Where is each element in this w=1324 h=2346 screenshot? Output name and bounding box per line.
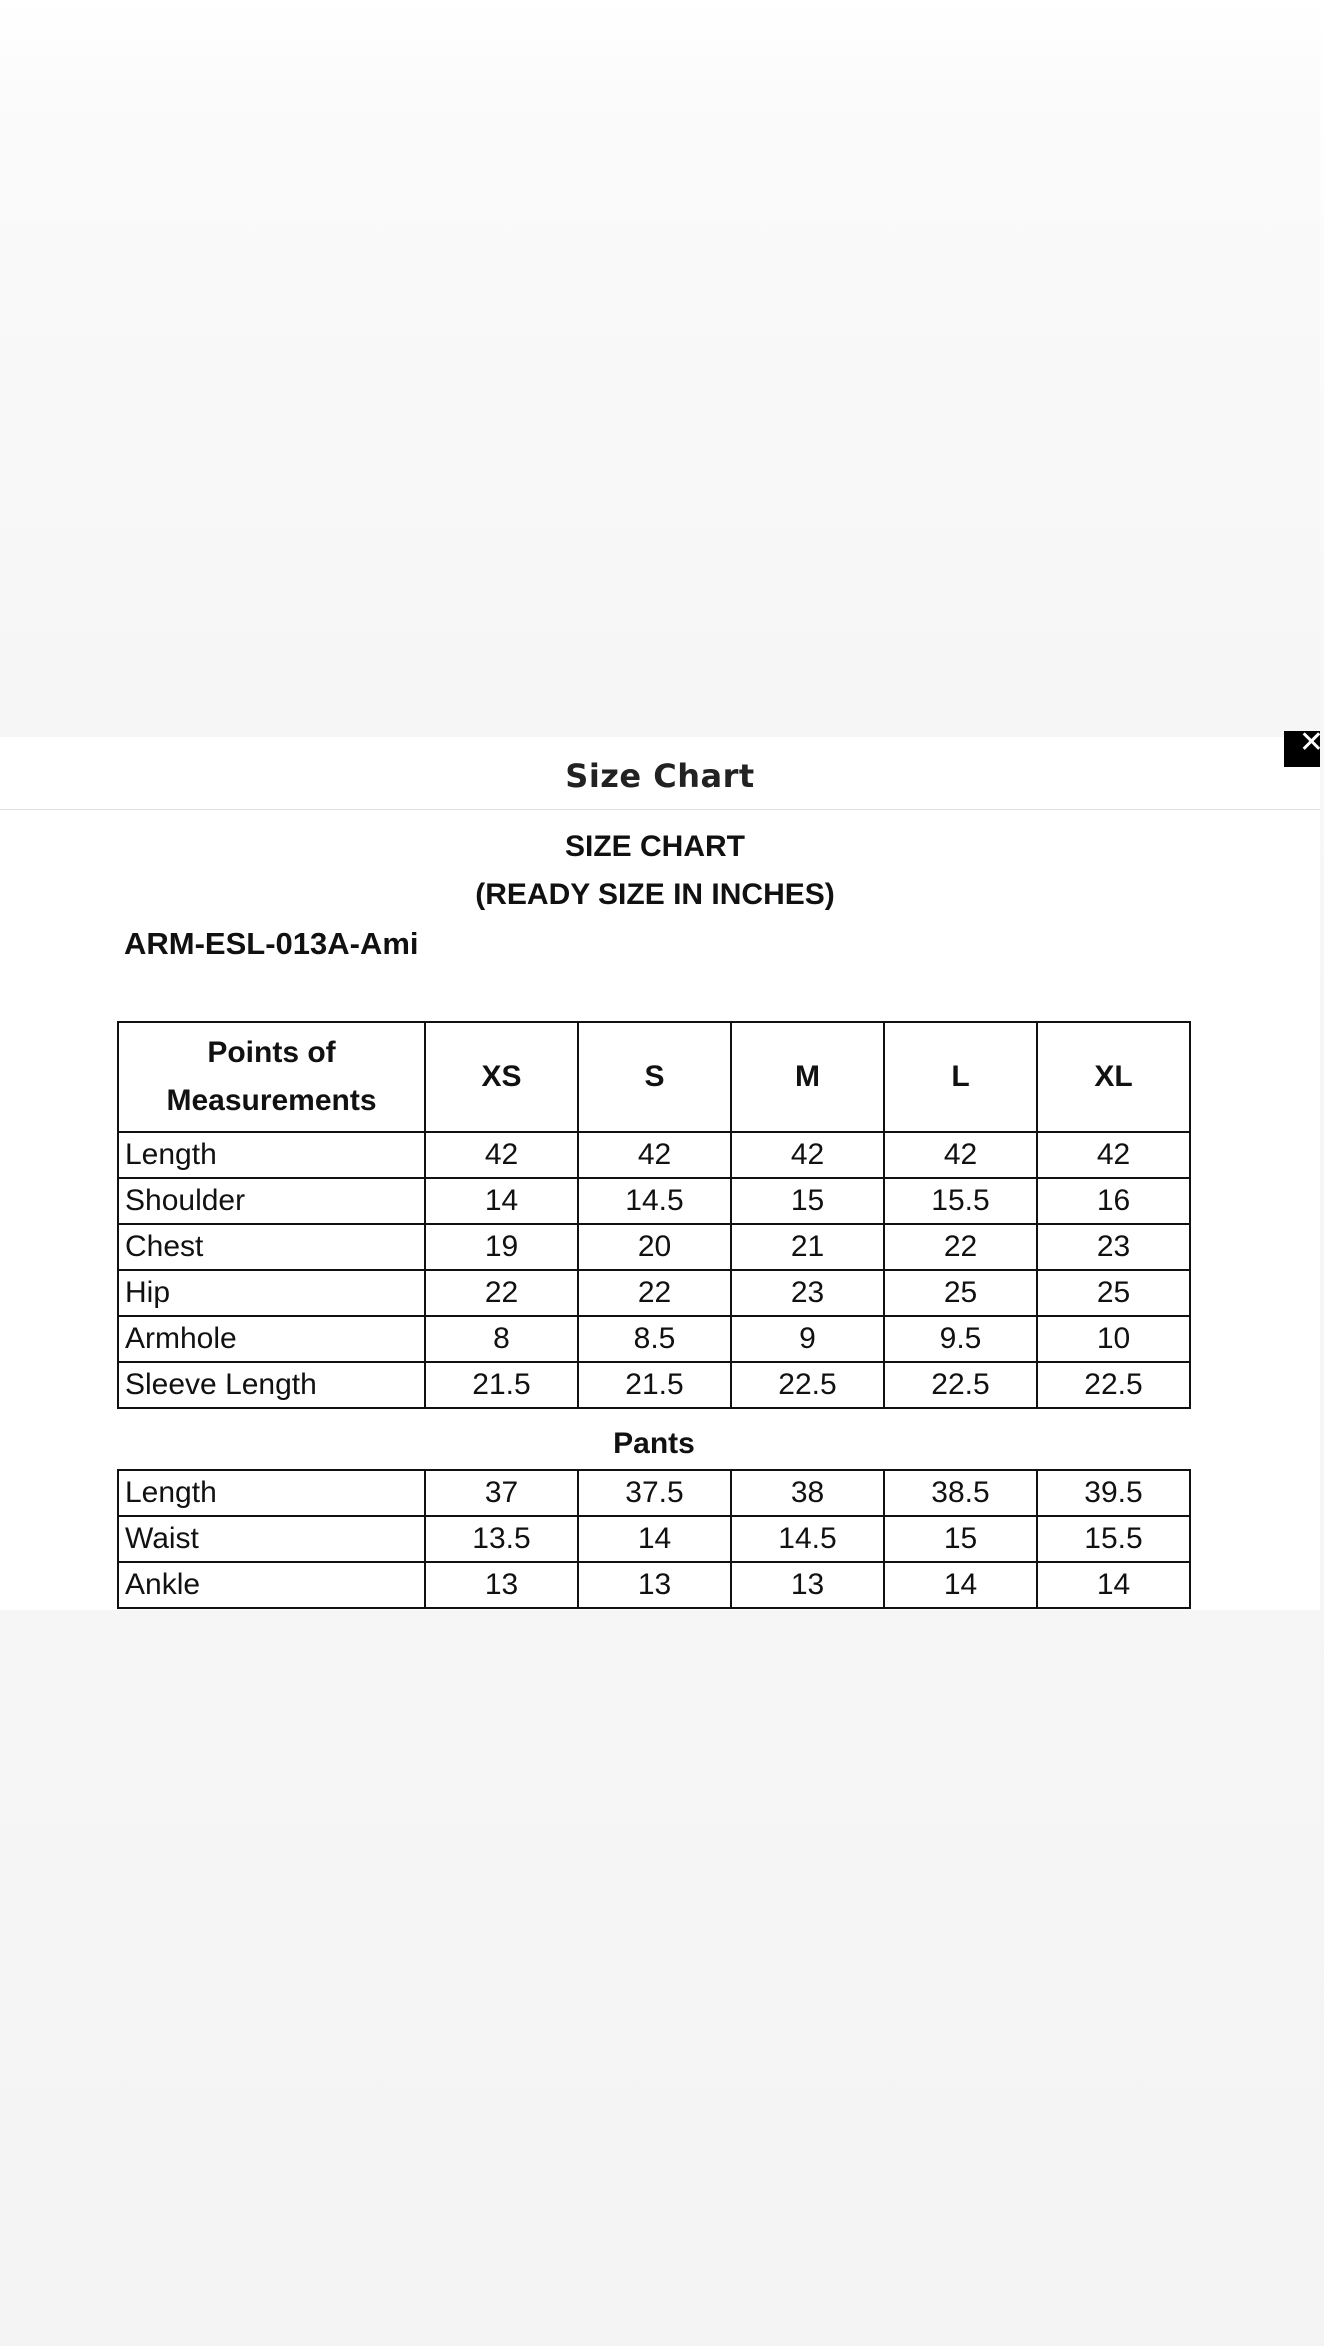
chart-heading: SIZE CHART <box>565 830 745 863</box>
measurement-value: 15.5 <box>1037 1516 1190 1562</box>
measurement-value: 21.5 <box>425 1362 578 1408</box>
measurement-value: 23 <box>1037 1224 1190 1270</box>
measurement-value: 13 <box>578 1562 731 1608</box>
table-row <box>118 1562 1190 1608</box>
measurement-value: 15 <box>731 1178 884 1224</box>
measurement-value: 37.5 <box>578 1470 731 1516</box>
points-of-measurements-header: Points of Measurements <box>118 1022 425 1132</box>
measurement-value: 42 <box>425 1132 578 1178</box>
measurement-value: 22 <box>425 1270 578 1316</box>
measurement-value: 14.5 <box>578 1178 731 1224</box>
measurement-value: 22.5 <box>884 1362 1037 1408</box>
measurement-label: Shoulder <box>118 1178 425 1224</box>
pants-section-label: Pants <box>613 1427 695 1460</box>
measurements-table <box>117 1021 1191 1409</box>
modal-header <box>0 725 1324 810</box>
table-header-row <box>118 1022 1190 1132</box>
page-backdrop-bottom <box>0 1610 1320 2346</box>
measurement-value: 37 <box>425 1470 578 1516</box>
measurement-value: 14 <box>425 1178 578 1224</box>
measurement-value: 9.5 <box>884 1316 1037 1362</box>
measurement-label: Waist <box>118 1516 425 1562</box>
size-header-xs: XS <box>425 1022 578 1132</box>
measurement-value: 20 <box>578 1224 731 1270</box>
measurement-value: 16 <box>1037 1178 1190 1224</box>
measurement-value: 19 <box>425 1224 578 1270</box>
measurement-value: 13.5 <box>425 1516 578 1562</box>
pants-table <box>117 1469 1191 1609</box>
measurement-label: Length <box>118 1470 425 1516</box>
measurement-label: Hip <box>118 1270 425 1316</box>
size-header-l: L <box>884 1022 1037 1132</box>
measurement-value: 13 <box>731 1562 884 1608</box>
close-button[interactable] <box>1284 725 1324 767</box>
table-row <box>118 1362 1190 1408</box>
size-header-xl: XL <box>1037 1022 1190 1132</box>
measurement-value: 42 <box>1037 1132 1190 1178</box>
measurement-value: 13 <box>425 1562 578 1608</box>
measurement-value: 38.5 <box>884 1470 1037 1516</box>
measurement-label: Chest <box>118 1224 425 1270</box>
measurement-value: 8 <box>425 1316 578 1362</box>
measurement-value: 14 <box>1037 1562 1190 1608</box>
measurement-value: 38 <box>731 1470 884 1516</box>
product-code: ARM-ESL-013A-Ami <box>124 926 419 961</box>
measurement-value: 42 <box>884 1132 1037 1178</box>
chart-subheading: (READY SIZE IN INCHES) <box>475 878 835 911</box>
table-row <box>118 1516 1190 1562</box>
close-icon: ✕ <box>1298 725 1324 760</box>
measurement-value: 22.5 <box>1037 1362 1190 1408</box>
measurement-value: 9 <box>731 1316 884 1362</box>
measurement-value: 25 <box>884 1270 1037 1316</box>
measurement-value: 22 <box>884 1224 1037 1270</box>
table-row <box>118 1132 1190 1178</box>
table-row <box>118 1470 1190 1516</box>
modal-title: Size Chart <box>565 757 755 795</box>
size-chart-modal <box>0 725 1324 1610</box>
measurement-value: 22.5 <box>731 1362 884 1408</box>
size-chart-image <box>0 810 1320 1610</box>
measurement-value: 42 <box>731 1132 884 1178</box>
measurement-value: 15.5 <box>884 1178 1037 1224</box>
measurement-value: 22 <box>578 1270 731 1316</box>
measurement-value: 42 <box>578 1132 731 1178</box>
measurement-value: 15 <box>884 1516 1037 1562</box>
table-row <box>118 1178 1190 1224</box>
measurement-value: 14.5 <box>731 1516 884 1562</box>
measurement-label: Length <box>118 1132 425 1178</box>
measurement-label: Armhole <box>118 1316 425 1362</box>
measurement-value: 23 <box>731 1270 884 1316</box>
measurement-value: 39.5 <box>1037 1470 1190 1516</box>
size-header-m: M <box>731 1022 884 1132</box>
table-row <box>118 1316 1190 1362</box>
measurement-value: 14 <box>884 1562 1037 1608</box>
measurement-label: Ankle <box>118 1562 425 1608</box>
measurement-value: 8.5 <box>578 1316 731 1362</box>
measurement-value: 10 <box>1037 1316 1190 1362</box>
measurement-value: 25 <box>1037 1270 1190 1316</box>
table-row <box>118 1224 1190 1270</box>
measurement-value: 21.5 <box>578 1362 731 1408</box>
measurement-value: 21 <box>731 1224 884 1270</box>
page-backdrop-top <box>0 0 1320 737</box>
measurement-label: Sleeve Length <box>118 1362 425 1408</box>
size-header-s: S <box>578 1022 731 1132</box>
table-row <box>118 1270 1190 1316</box>
measurement-value: 14 <box>578 1516 731 1562</box>
